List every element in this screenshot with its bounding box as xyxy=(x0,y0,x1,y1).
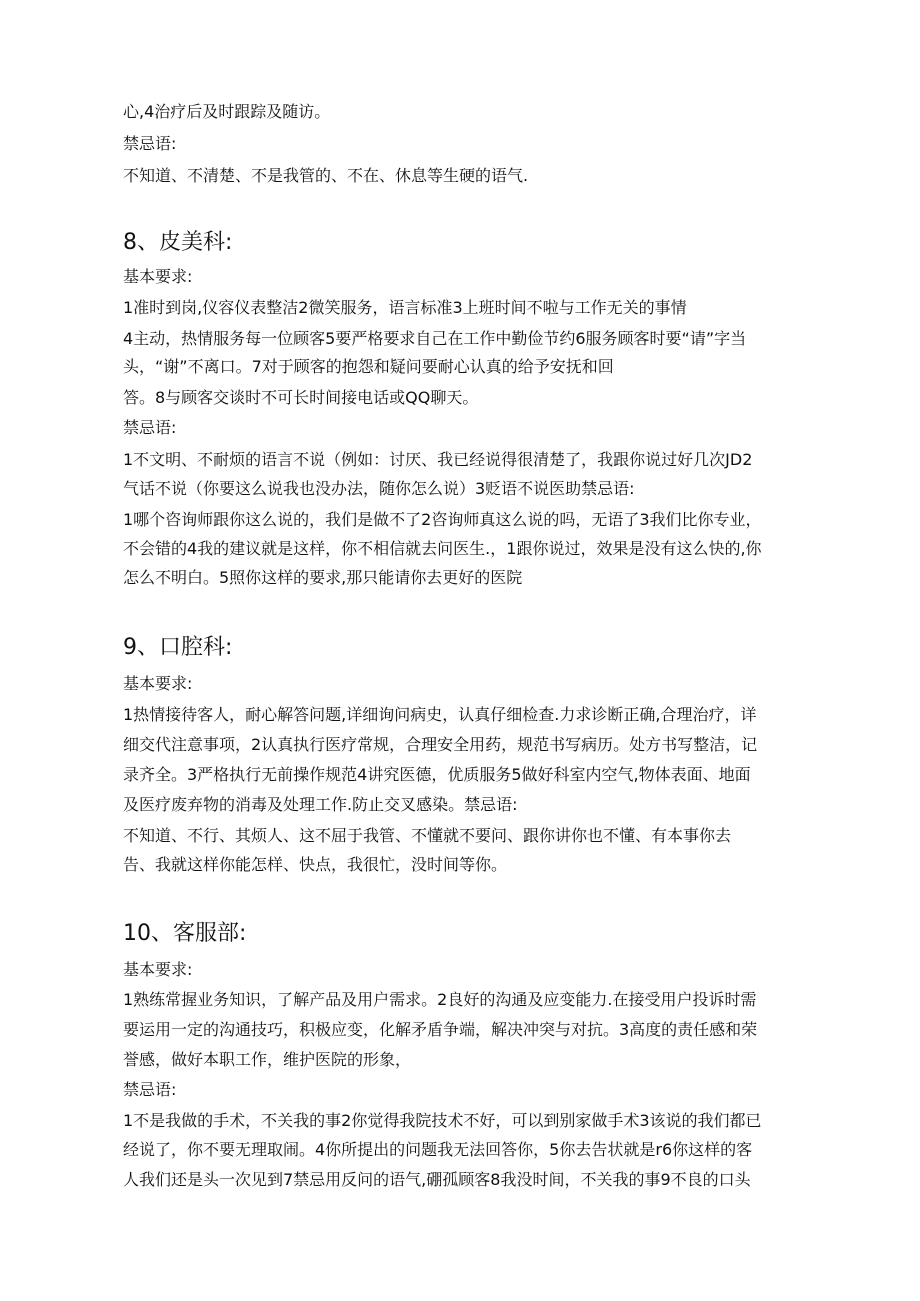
text-line: 不知道、不行、其烦人、这不屈于我管、不懂就不要问、跟你讲你也不懂、有本事你去 xyxy=(123,826,732,845)
text-line: 禁忌语: xyxy=(123,418,177,437)
text-line: 告、我就这样你能怎样、快点，我很忙，没时间等你。 xyxy=(123,855,508,874)
text-line: 1哪个咨询师跟你这么说的，我们是做不了2咨询师真这么说的吗，无语了3我们比你专业， xyxy=(123,510,762,529)
text-line: 不知道、不清楚、不是我管的、不在、休息等生硬的语气. xyxy=(123,166,529,185)
text-line: 1不文明、不耐烦的语言不说（例如：讨厌、我已经说得很清楚了，我跟你说过好几次JD2 xyxy=(123,450,753,469)
text-line: 1准时到岗,仪容仪表整洁2微笑服务，语言标准3上班时间不啦与工作无关的事情 xyxy=(123,298,687,317)
text-line: 1熟练常握业务知识，了解产品及用户需求。2良好的沟通及应变能力.在接受用户投诉时需 xyxy=(123,990,757,1009)
text-line: 4主动，热情服务每一位顾客5要严格要求自己在工作中勤俭节约6服务顾客时要“请”字当 xyxy=(123,329,747,348)
text-line: 怎么不明白。5照你这样的要求,那只能请你去更好的医院 xyxy=(123,568,523,587)
text-line: 1不是我做的手术，不关我的事2你觉得我院技术不好，可以到别家做手术3该说的我们都已 xyxy=(123,1111,762,1130)
text-line: 誉感，做好本职工作，维护医院的形象， xyxy=(123,1050,412,1069)
text-line: 气话不说（你要这么说我也没办法，随你怎么说）3贬语不说医助禁忌语: xyxy=(123,479,635,498)
text-line: 人我们还是头一次见到7禁忌用反问的语气,硼孤顾客8我没时间，不关我的事9不良的口头 xyxy=(123,1170,751,1189)
text-line: 不会错的4我的建议就是这样，你不相信就去问医生.，1跟你说过，效果是没有这么快的,你 xyxy=(123,539,762,558)
text-line: 要运用一定的沟通技巧，积极应变，化解矛盾争端，解决冲突与对抗。3高度的责任感和荣 xyxy=(123,1020,758,1039)
text-line: 基本要求: xyxy=(123,267,193,286)
text-line: 答。8与顾客交谈时不可长时间接电话或QQ聊天。 xyxy=(123,388,479,407)
text-line: 头，“谢”不离口。7对于顾客的抱怨和疑问要耐心认真的给予安抚和回 xyxy=(123,357,614,376)
text-line: 经说了，你不要无理取闹。4你所提出的问题我无法回答你，5你去告状就是r6你这样的客 xyxy=(123,1140,753,1159)
text-line: 基本要求: xyxy=(123,960,193,979)
text-line: 及医疗废弃物的消毒及处理工作.防止交叉感染。禁忌语: xyxy=(123,795,518,814)
text-line: 细交代注意事项，2认真执行医疗常规，合理安全用药，规范书写病历。处方书写整洁，记 xyxy=(123,735,758,754)
text-line: 基本要求: xyxy=(123,674,193,693)
section-heading: 10、客服部: xyxy=(123,921,247,946)
text-line: 禁忌语: xyxy=(123,134,177,153)
section-heading: 9、口腔科: xyxy=(123,635,233,660)
text-line: 1热情接待客人，耐心解答问题,详细询问病史，认真仔细检查.力求诊断正确,合理治疗，详 xyxy=(123,705,757,724)
text-line: 录齐全。3严格执行无前操作规范4讲究医德，优质服务5做好科室内空气,物体表面、地面 xyxy=(123,765,751,784)
text-line: 心,4治疗后及时跟踪及随访。 xyxy=(123,102,331,121)
text-line: 禁忌语: xyxy=(123,1080,177,1099)
section-heading: 8、皮美科: xyxy=(123,230,233,255)
